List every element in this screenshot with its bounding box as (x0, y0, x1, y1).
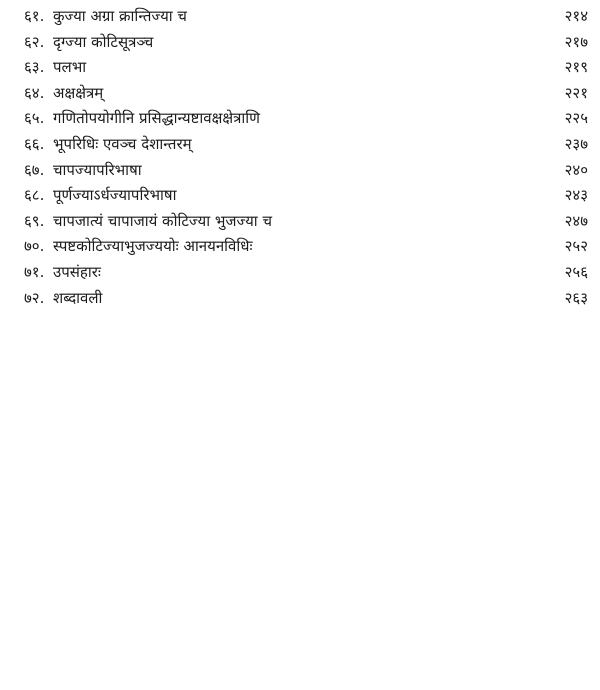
toc-entry (24, 260, 588, 286)
toc-entry (24, 30, 588, 56)
toc-entry (24, 4, 588, 30)
toc-entry (24, 183, 588, 209)
toc-entry-number: ७०. (24, 237, 45, 256)
toc-entry (24, 286, 588, 312)
toc-entry-number: ६३. (24, 58, 45, 77)
toc-entry-number: ७२. (24, 288, 45, 307)
toc-entry-title: कुज्या अग्रा क्रान्तिज्या च (53, 7, 187, 25)
toc-entry-page: २२१ (564, 83, 588, 102)
toc-entry (24, 234, 588, 260)
toc-entry-title: चापजात्यं चापाजायं कोटिज्या भुजज्या च (53, 211, 272, 230)
toc-entry-title: गणितोपयोगीनि प्रसिद्धान्यष्टावक्षक्षेत्राणि (53, 109, 260, 128)
toc-entry (24, 106, 588, 132)
toc-entry-title: भूपरिधिः एवञ्च देशान्तरम् (53, 134, 192, 153)
toc-entry-title: शब्दावली (53, 288, 103, 307)
toc-entry-title: दृग्ज्या कोटिसूत्रञ्च (53, 32, 154, 51)
toc-entry-number: ६२. (24, 32, 45, 51)
toc-entry-number: ७१. (24, 262, 45, 281)
toc-entry-page: २१७ (564, 32, 588, 51)
toc-entry-page: २४० (564, 160, 588, 179)
toc-entry-title: चापज्यापरिभाषा (53, 160, 142, 179)
toc-entry-title: पलभा (53, 58, 87, 77)
toc-entry-title: अक्षक्षेत्रम् (53, 83, 104, 102)
toc-entry-number: ६६. (24, 134, 45, 153)
toc-entry-number: ६१. (24, 7, 45, 25)
table-of-contents (24, 4, 588, 311)
toc-entry-page: २५२ (564, 237, 588, 256)
toc-entry-page: २२५ (564, 109, 588, 128)
toc-entry-page: २१४ (564, 7, 588, 25)
toc-entry (24, 158, 588, 184)
toc-entry (24, 209, 588, 235)
toc-entry-title: उपसंहारः (53, 262, 101, 281)
toc-entry (24, 81, 588, 107)
toc-entry-number: ६७. (24, 160, 45, 179)
toc-entry (24, 132, 588, 158)
toc-entry-page: २६३ (564, 288, 588, 307)
toc-entry-number: ६५. (24, 109, 45, 128)
toc-entry-page: २३७ (564, 134, 588, 153)
toc-entry-page: २४७ (564, 211, 588, 230)
toc-entry-title: स्पष्टकोटिज्याभुजज्ययोः आनयनविधिः (53, 237, 253, 256)
toc-entry-number: ६९. (24, 211, 45, 230)
toc-entry-page: २१९ (564, 58, 588, 77)
toc-entry-page: २४३ (564, 186, 588, 205)
toc-entry (24, 55, 588, 81)
toc-entry-number: ६८. (24, 186, 45, 205)
toc-entry-number: ६४. (24, 83, 45, 102)
toc-entry-page: २५६ (564, 262, 588, 281)
toc-entry-title: पूर्णज्याऽर्धज्यापरिभाषा (53, 186, 177, 205)
